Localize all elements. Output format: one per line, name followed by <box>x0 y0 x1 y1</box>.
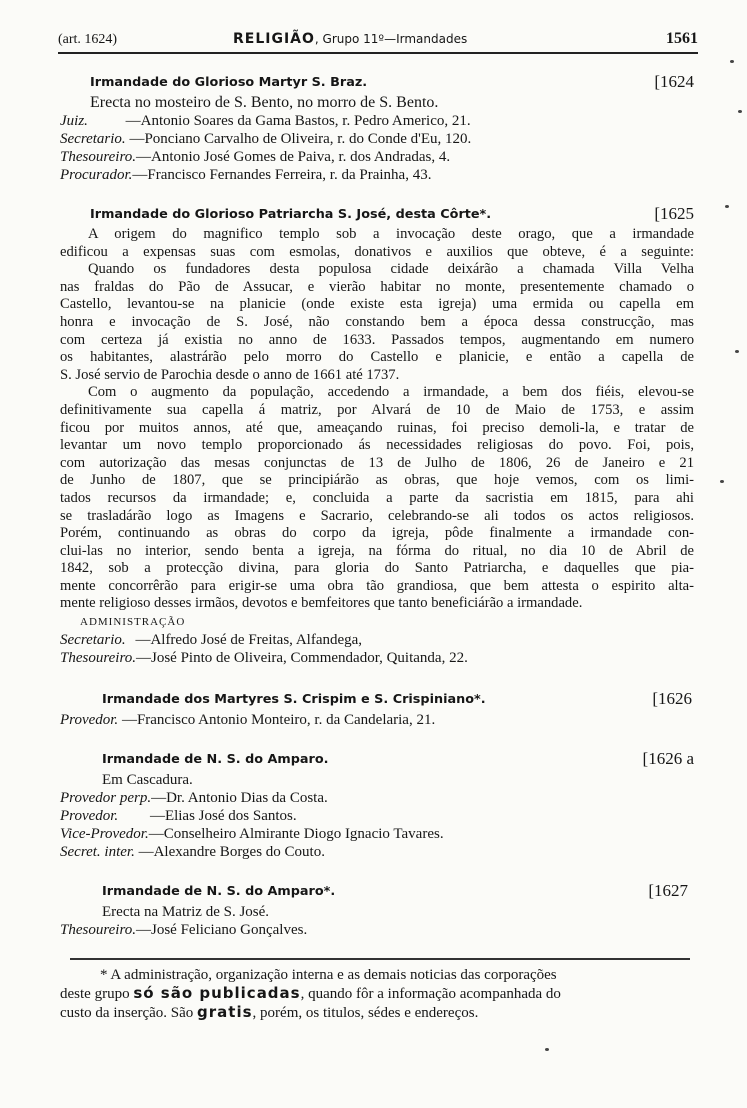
footnote-text: custo da inserção. São <box>60 1005 198 1021</box>
paragraph-line: A origem do magnifico templo sob a invocação deste orago, que a irmandade <box>88 226 694 242</box>
footnote-text: , porém, os titulos, sédes e endereços. <box>252 1005 479 1021</box>
running-header <box>58 30 698 52</box>
officer-role: Juiz. <box>60 113 88 129</box>
print-speck <box>735 350 739 353</box>
paragraph-line: Castello, levantou-se na planicie (onde existe esta igreja) uma ermida ou capella em <box>60 296 694 313</box>
print-speck <box>545 1048 549 1051</box>
paragraph-line: Quando os fundadores desta populosa cidade deixárão a chamada Villa Velha <box>88 261 694 278</box>
officer-line <box>60 711 694 729</box>
officer-role: Secret. inter. <box>60 844 135 861</box>
officer-name: —Elias José dos Santos. <box>149 808 297 825</box>
entry-number: [1626 <box>652 689 692 709</box>
officer-name: —Francisco Antonio Monteiro, r. da Candelaria, 21. <box>121 712 436 729</box>
officer-name: —Alexandre Borges do Couto. <box>138 844 325 861</box>
print-speck <box>730 60 734 63</box>
footnote-line <box>60 984 700 1003</box>
officer-name: —Conselheiro Almirante Diogo Ignacio Tavares. <box>148 826 444 843</box>
entry-title: Irmandade do Glorioso Martyr S. Braz. <box>90 75 368 90</box>
page-number: 1561 <box>666 30 698 47</box>
entry-number: [1625 <box>654 204 694 223</box>
footnote-rule <box>70 958 690 960</box>
paragraph-line: clui-las no interior, sendo benta a igreja, na fórma do ritual, no dia 10 de Abril de <box>60 542 694 559</box>
officer-line <box>60 148 694 166</box>
officer-name: —Francisco Fernandes Ferreira, r. da Prainha, 43. <box>132 167 432 183</box>
entry-1627 <box>60 881 694 939</box>
entry-number: [1624 <box>654 72 694 91</box>
print-speck <box>738 110 742 113</box>
paragraph-line: ficou por muitos annos, até que, ameaçando ruinas, foi preciso demoli-la, e tratar de <box>60 419 694 436</box>
footnote-line: * A administração, organização interna e as demais noticias das corporações <box>100 967 557 983</box>
entry-intro: Em Cascadura. <box>102 772 193 789</box>
officer-name: —Dr. Antonio Dias da Costa. <box>151 790 328 807</box>
officer-role: Secretario. <box>60 131 126 147</box>
entry-title: Irmandade de N. S. do Amparo*. <box>102 884 336 900</box>
footnote-line <box>60 1003 700 1022</box>
entry-1625 <box>60 204 694 667</box>
officer-line <box>60 807 694 825</box>
footnote-text: deste grupo <box>60 986 134 1002</box>
entry-intro: Erecta na Matriz de S. José. <box>102 904 270 921</box>
officer-line <box>60 166 694 184</box>
paragraph-line: nas fraldas do Pão de Assucar, e vierão habitar no monte, presentemente chamado o <box>60 278 694 295</box>
paragraph-line: Porém, continuando as obras do corpo da igreja, pôde finalmente a irmandade con- <box>60 525 694 542</box>
footnote-text: , quando fôr a informação acompanhada do <box>300 986 561 1002</box>
paragraph-line: Com o augmento da população, accedendo a irmandade, a bem dos fiéis, elevou-se <box>88 384 694 401</box>
entry-number: [1626 a <box>642 749 694 769</box>
entry-title: Irmandade de N. S. do Amparo. <box>102 752 329 768</box>
paragraph-line: definitivamente sua capella á matriz, por Alvará de 10 de Maio de 1753, e assim <box>60 401 694 418</box>
officer-line <box>60 112 694 130</box>
officer-role: Secretario. <box>60 632 126 649</box>
footnote <box>60 966 700 1022</box>
officer-role: Procurador. <box>60 167 133 183</box>
officer-line <box>60 631 694 649</box>
officer-line <box>60 825 694 843</box>
officer-name: —José Feliciano Gonçalves. <box>135 922 308 939</box>
officer-name: —José Pinto de Oliveira, Commendador, Quitanda, 22. <box>135 650 468 667</box>
paragraph-line: honra e invocação de S. José, não constando bem a época dessa construcção, mas <box>60 313 694 330</box>
officer-role: Provedor. <box>60 808 119 825</box>
paragraph-line: mente concorrêrão para erigir-se uma obra tão grandiosa, que bem attesta o espirito alta- <box>60 577 694 594</box>
paragraph-line: com autorização das mesas conjunctas de 13 de Julho de 1806, 26 de Janeiro e 21 <box>60 454 694 471</box>
officer-name: —Antonio Soares da Gama Bastos, r. Pedro Americo, 21. <box>125 113 471 129</box>
officer-role: Thesoureiro. <box>60 922 136 939</box>
entry-title: Irmandade dos Martyres S. Crispim e S. Crispiniano*. <box>102 692 486 708</box>
entry-number: [1627 <box>648 881 688 901</box>
paragraph-line: mente religioso desses irmãos, devotos e bemfeitores que tanto beneficiárão a irmandade. <box>60 595 583 612</box>
officer-name: —Antonio José Gomes de Paiva, r. dos Andradas, 4. <box>135 149 451 165</box>
paragraph-line: tados recursos da irmandade; e, concluida a parte da sacristia em 1815, para ahi <box>60 489 694 506</box>
officer-line <box>60 130 694 148</box>
entry-title: Irmandade do Glorioso Patriarcha S. José, desta Côrte*. <box>90 207 492 222</box>
entry-1626 <box>60 689 694 729</box>
section-name: RELIGIÃO <box>233 31 315 47</box>
paragraph-line: S. José servio de Parochia desde o anno de 1661 até 1737. <box>60 366 400 383</box>
paragraph-line: de Junho de 1807, que se principiárão as obras, que hoje vemos, com os limi- <box>60 472 694 489</box>
officer-role: Thesoureiro. <box>60 650 136 667</box>
entries-list <box>60 68 694 939</box>
paragraph-line: os habitantes, alastrárão pelo morro do Castello e planicie, e então a capella de <box>60 349 694 366</box>
officer-role: Vice-Provedor. <box>60 826 149 843</box>
print-speck <box>725 205 729 208</box>
officer-role: Thesoureiro. <box>60 149 136 165</box>
paragraph-line: levantar um novo templo proporcionado ás necessidades religiosas do povo. Foi, pois, <box>60 437 694 454</box>
history-paragraph <box>60 226 694 613</box>
entry-1626a <box>60 749 694 861</box>
officer-line <box>60 649 694 667</box>
paragraph-line: edificou a expensas suas com esmolas, donativos e auxilios que obteve, é a seguinte: <box>60 243 694 260</box>
paragraph-line: com certeza já existia no anno de 1633. Passados tempos, augmentando em numero <box>60 331 694 348</box>
officer-role: Provedor perp. <box>60 790 152 807</box>
officer-role: Provedor. <box>60 712 119 729</box>
entry-intro: Erecta no mosteiro de S. Bento, no morro de S. Bento. <box>90 94 439 111</box>
officer-line <box>60 921 694 939</box>
administration-heading: ADMINISTRAÇÃO <box>80 616 186 629</box>
officer-name: —Alfredo José de Freitas, Alfandega, <box>135 632 363 649</box>
officer-line <box>60 843 694 861</box>
paragraph-line: 1842, sob a protecção divina, para gloria do Santo Patriarcha, e daquelles que pia- <box>60 560 694 577</box>
section-group: , Grupo 11º—Irmandades <box>314 32 468 46</box>
paragraph-line: se trasladárão logo as Imagens e Sacrario, celebrando-se ali todos os actos religiosos. <box>60 507 694 524</box>
entry-1624 <box>60 72 694 184</box>
header-rule <box>58 52 698 54</box>
officer-line <box>60 789 694 807</box>
footnote-emphasis: só são publicadas <box>133 984 301 1002</box>
officer-name: —Ponciano Carvalho de Oliveira, r. do Conde d'Eu, 120. <box>129 131 472 147</box>
print-speck <box>720 480 724 483</box>
article-range: (art. 1624) <box>58 32 118 47</box>
section-title <box>233 31 467 48</box>
footnote-emphasis: gratis <box>197 1003 253 1021</box>
